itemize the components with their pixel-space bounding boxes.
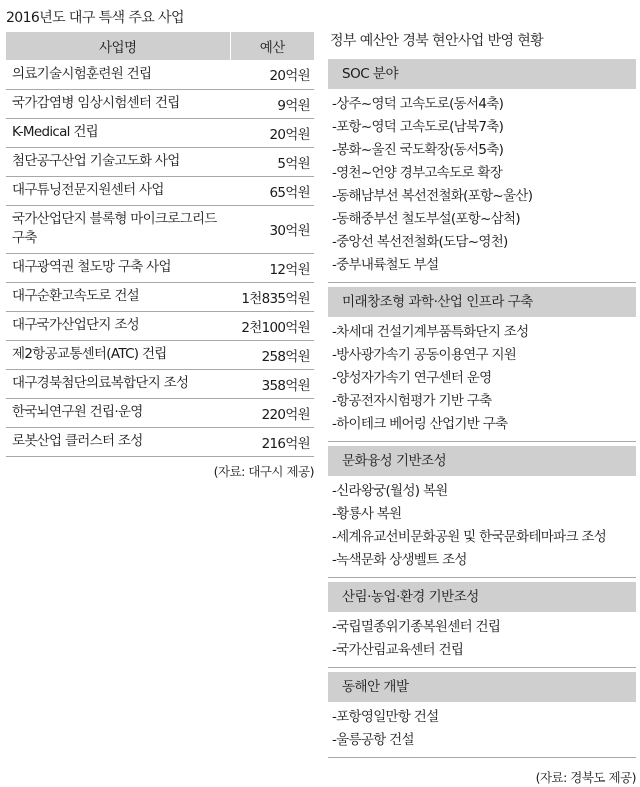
table-row xyxy=(6,205,314,253)
section-list-culture xyxy=(328,476,636,578)
table-row xyxy=(6,398,314,427)
project-budget: 20억원 xyxy=(230,60,314,89)
project-name: 의료기술시험훈련원 건립 xyxy=(6,60,230,89)
project-budget: 65억원 xyxy=(230,176,314,205)
project-name: 대구순환고속도로 건설 xyxy=(6,282,230,311)
list-item: -동해중부선 철도부설(포항~삼척) xyxy=(332,211,520,227)
section-heading-soc: SOC 분야 xyxy=(328,59,636,89)
section-list-east-coast xyxy=(328,702,636,758)
daegu-projects-title: 2016년도 대구 특색 주요 사업 xyxy=(6,10,184,26)
project-name: K-Medical 건립 xyxy=(6,118,230,147)
project-name: 제2항공교통센터(ATC) 건립 xyxy=(6,340,230,369)
list-item: -봉화~울진 국도확장(동서5축) xyxy=(332,142,504,158)
list-item: -국가산림교육센터 건립 xyxy=(332,642,464,658)
list-item: -세계유교선비문화공원 및 한국문화테마파크 조성 xyxy=(332,529,607,545)
list-item: -포항영일만항 건설 xyxy=(332,709,439,725)
project-name: 로봇산업 클러스터 조성 xyxy=(6,427,230,456)
list-item: -울릉공항 건설 xyxy=(332,732,414,748)
project-budget: 12억원 xyxy=(230,253,314,282)
project-name: 대구광역권 철도망 구축 사업 xyxy=(6,253,230,282)
project-budget: 20억원 xyxy=(230,118,314,147)
table-row xyxy=(6,340,314,369)
gyeongbuk-source-note: (자료: 경북도 제공) xyxy=(535,770,636,785)
table-header-row xyxy=(6,32,314,60)
daegu-projects-table xyxy=(6,32,314,457)
section-heading-science: 미래창조형 과학·산업 인프라 구축 xyxy=(328,287,636,317)
section-heading-forestry: 산림·농업·환경 기반조성 xyxy=(328,582,636,612)
list-item: -신라왕궁(월성) 복원 xyxy=(332,483,448,499)
project-name: 대구경북첨단의료복합단지 조성 xyxy=(6,369,230,398)
list-item: -양성자가속기 연구센터 운영 xyxy=(332,370,492,386)
project-budget: 2천100억원 xyxy=(230,311,314,340)
table-row xyxy=(6,282,314,311)
daegu-projects-panel xyxy=(6,6,314,480)
list-item: -녹색문화 상생벨트 조성 xyxy=(332,552,467,568)
section-heading-culture: 문화융성 기반조성 xyxy=(328,446,636,476)
section-list-forestry xyxy=(328,612,636,668)
table-row xyxy=(6,147,314,176)
list-item: -상주~영덕 고속도로(동서4축) xyxy=(332,96,504,112)
list-item: -하이테크 베어링 산업기반 구축 xyxy=(332,416,508,432)
list-item: -국립멸종위기종복원센터 건립 xyxy=(332,619,501,635)
table-row xyxy=(6,176,314,205)
table-row xyxy=(6,427,314,456)
project-name: 한국뇌연구원 건립·운영 xyxy=(6,398,230,427)
list-item: -포항~영덕 고속도로(남북7축) xyxy=(332,119,504,135)
list-item: -중앙선 복선전철화(도담~영천) xyxy=(332,234,508,250)
list-item: -중부내륙철도 부설 xyxy=(332,257,439,273)
project-budget: 1천835억원 xyxy=(230,282,314,311)
table-row xyxy=(6,253,314,282)
project-budget: 30억원 xyxy=(230,205,314,253)
daegu-source-note: (자료: 대구시 제공) xyxy=(213,463,314,479)
table-row xyxy=(6,369,314,398)
gyeongbuk-projects-title: 정부 예산안 경북 현안사업 반영 현황 xyxy=(330,33,544,49)
table-row xyxy=(6,89,314,118)
list-item: -동해남부선 복선전철화(포항~울산) xyxy=(332,188,533,204)
project-budget: 258억원 xyxy=(230,340,314,369)
project-budget: 220억원 xyxy=(230,398,314,427)
list-item: -항공전자시험평가 기반 구축 xyxy=(332,393,492,409)
table-row xyxy=(6,118,314,147)
gyeongbuk-projects-panel xyxy=(328,28,636,786)
list-item: -차세대 건설기계부품특화단지 조성 xyxy=(332,324,529,340)
list-item: -방사광가속기 공동이용연구 지원 xyxy=(332,347,517,363)
project-name: 대구튜닝전문지원센터 사업 xyxy=(6,176,230,205)
project-budget: 358억원 xyxy=(230,369,314,398)
project-name: 첨단공구산업 기술고도화 사업 xyxy=(6,147,230,176)
section-list-science xyxy=(328,317,636,442)
section-heading-east-coast: 동해안 개발 xyxy=(328,672,636,702)
project-budget: 216억원 xyxy=(230,427,314,456)
list-item: -황룡사 복원 xyxy=(332,506,402,522)
project-name: 국가감염병 임상시험센터 건립 xyxy=(6,89,230,118)
list-item: -영천~언양 경부고속도로 확장 xyxy=(332,165,503,181)
table-row xyxy=(6,311,314,340)
header-budget: 예산 xyxy=(230,32,314,60)
project-name: 국가산업단지 블록형 마이크로그리드 구축 xyxy=(6,205,230,253)
project-budget: 5억원 xyxy=(230,147,314,176)
section-list-soc xyxy=(328,89,636,283)
project-name: 대구국가산업단지 조성 xyxy=(6,311,230,340)
header-project-name: 사업명 xyxy=(6,32,230,60)
project-budget: 9억원 xyxy=(230,89,314,118)
table-row xyxy=(6,60,314,89)
